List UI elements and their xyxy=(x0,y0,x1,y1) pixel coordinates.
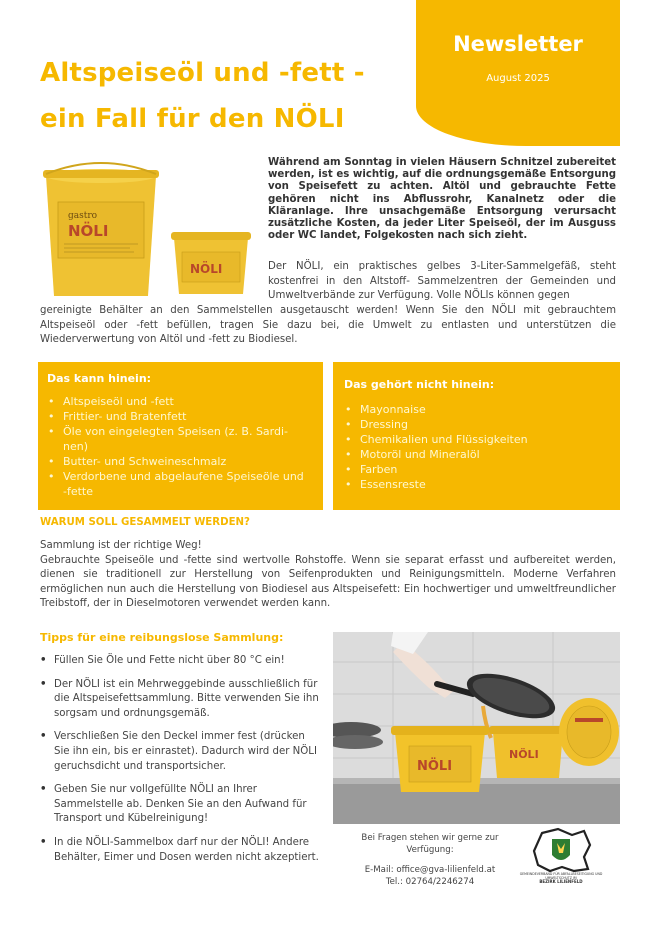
logo-caption-text: GEMEINDEVERBAND FÜR ABFALLBESEITIGUNG UND UMWELTSCHUTZ IM xyxy=(519,872,603,880)
noeli-buckets-image xyxy=(38,160,258,302)
list-item: • Essensreste xyxy=(345,477,605,492)
list-item: • In die NÖLI-Sammelbox darf nur der NÖLI! Andere Behälter, Eimer und Dosen werden nicht akzeptiert. xyxy=(40,836,320,865)
page-title xyxy=(40,50,400,142)
list-item: • Altspeiseöl und -fett xyxy=(48,394,308,409)
tips-list xyxy=(40,654,320,874)
why-heading: WARUM SOLL GESAMMELT WERDEN? xyxy=(40,517,250,528)
photo-bucket-label-2: NÖLI xyxy=(509,748,539,761)
contact-details xyxy=(350,864,510,888)
intro-paragraph: Während am Sonntag in vielen Häusern Schnitzel zubereitet werden, ist es wichtig, auf die ordnungsgemäße Entsorgung von Speisefett zu achten. Altöl und gebrauchte Fette gehören nicht ins Abflussrohr, Kanalnetz oder die Kläranlage. Ihre unsachgemäße Entsorgung verursacht zusätzliche Kosten, da jeder Liter Speiseöl, der im Ausguss oder WC landet, Folgekosten nach sich zieht. xyxy=(268,157,616,242)
photo-bucket-label: NÖLI xyxy=(417,759,453,774)
forbidden-items-box xyxy=(333,362,620,510)
list-item: • Füllen Sie Öle und Fette nicht über 80 °C ein! xyxy=(40,654,320,669)
list-item: • Verschließen Sie den Deckel immer fest (drücken Sie ihn ein, bis er einrastet). Dadurch wird der NÖLI geruchsdicht und transportsicher. xyxy=(40,730,320,774)
body-paragraph-part2: gereinigte Behälter an den Sammelstellen ausgetauscht werden! Wenn Sie den NÖLI mit gebrauchtem Altspeiseöl oder -fett befüllen, tragen Sie dazu bei, die Umwelt zu entlasten und unterstützen die Wiederverwertung von Altöl und -fett zu Biodiesel. xyxy=(40,305,616,346)
allowed-list xyxy=(48,394,308,499)
newsletter-banner xyxy=(416,0,620,146)
tips-heading: Tipps für eine reibungslose Sammlung: xyxy=(40,631,284,644)
list-item: • Öle von eingelegten Speisen (z. B. Sardi-nen) xyxy=(48,424,308,454)
logo-caption xyxy=(518,872,604,884)
list-item: • Mayonnaise xyxy=(345,402,605,417)
body-paragraph-part1: Der NÖLI, ein praktisches gelbes 3-Liter-Sammelgefäß, steht kostenfrei in den Altstoff- Sammelzentren der Gemeinden und Umweltverbände zur Verfügung. Volle NÖLIs können gegen xyxy=(268,261,616,302)
contact-phone: Tel.: 02764/2246274 xyxy=(385,877,475,887)
why-lead: Sammlung ist der richtige Weg! xyxy=(40,540,202,551)
why-text: Gebrauchte Speiseöle und -fette sind wertvolle Rohstoffe. Wenn sie separat erfasst und aufbereitet werden, dienen sie traditionell zur Herstellung von Seifenprodukten und Reinigungsmitteln. Moderne Verfahren ermöglichen nun auch die Herstellung von Biodiesel aus Altspeisefett: Ein hochwertiger und umweltfreundlicher Treibstoff, der in Dieselmotoren verwendet werden kann. xyxy=(40,554,616,610)
list-item: • Dressing xyxy=(345,417,605,432)
forbidden-list xyxy=(345,402,605,492)
bucket-label-large: NÖLI xyxy=(68,222,109,240)
pouring-oil-photo xyxy=(333,632,620,824)
title-line-1: Altspeiseöl und -fett - xyxy=(40,58,365,88)
list-item: • Butter- und Schweineschmalz xyxy=(48,454,308,469)
forbidden-heading: Das gehört nicht hinein: xyxy=(344,378,495,391)
list-item: • Motoröl und Mineralöl xyxy=(345,447,605,462)
title-line-2: ein Fall für den NÖLI xyxy=(40,104,345,134)
list-item: • Chemikalien und Flüssigkeiten xyxy=(345,432,605,447)
newsletter-label: Newsletter xyxy=(453,32,583,56)
allowed-heading: Das kann hinein: xyxy=(47,372,152,385)
contact-question: Bei Fragen stehen wir gerne zur Verfügung: xyxy=(361,833,499,855)
bucket-label-small: NÖLI xyxy=(190,262,223,276)
contact-email: E-Mail: office@gva-lilienfeld.at xyxy=(364,865,496,875)
list-item: • Geben Sie nur vollgefüllte NÖLI an Ihrer Sammelstelle ab. Denken Sie an den Aufwand für Transport und Kübelreinigung! xyxy=(40,783,320,827)
allowed-items-box xyxy=(38,362,323,510)
list-item: • Frittier- und Bratenfett xyxy=(48,409,308,424)
bucket-brand-text: gastro xyxy=(68,211,98,221)
list-item: • Der NÖLI ist ein Mehrweggebinde ausschließlich für die Altspeisefettsammlung. Bitte verwenden Sie ihn sorgsam und ordnungsgemäß. xyxy=(40,678,320,722)
newsletter-date: August 2025 xyxy=(486,73,550,84)
list-item: • Farben xyxy=(345,462,605,477)
logo-district: BEZIRK LILIENFELD xyxy=(539,879,583,884)
list-item: • Verdorbene und abgelaufene Speiseöle und -fette xyxy=(48,469,308,499)
why-body xyxy=(40,539,616,612)
